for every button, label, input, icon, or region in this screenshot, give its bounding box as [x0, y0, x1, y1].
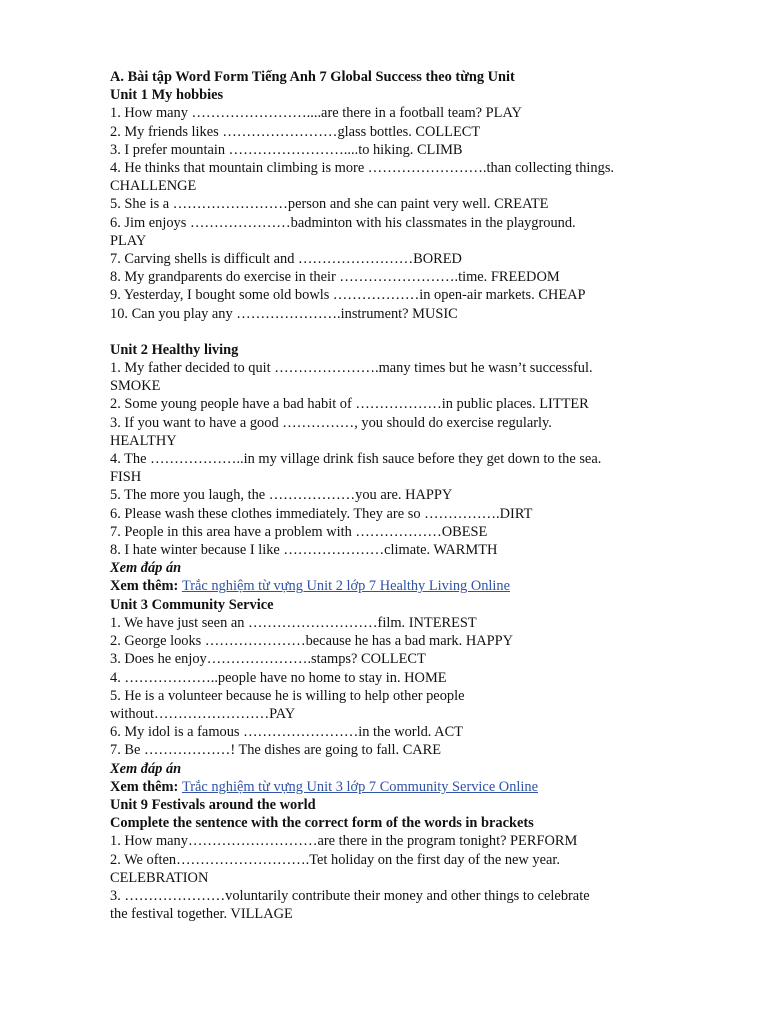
section-spacer	[110, 323, 710, 341]
exercise-line: 5. The more you laugh, the ………………you are. HAPPY	[110, 487, 453, 504]
exercise-line: 7. Carving shells is difficult and ……………………BORED	[110, 251, 462, 268]
exercise-line: 3. If you want to have a good ……………, you should do exercise regularly.	[110, 414, 552, 431]
exercise-line: 3. …………………voluntarily contribute their money and other things to celebrate	[110, 887, 590, 904]
exercise-line: PLAY	[110, 232, 147, 249]
unit2-answer-link[interactable]: Xem đáp án	[110, 560, 182, 577]
exercise-line: 2. Some young people have a bad habit of ………………in public places. LITTER	[110, 396, 589, 413]
unit2-see-more	[110, 577, 710, 595]
exercise-line: 5. She is a ……………………person and she can paint very well. CREATE	[110, 196, 549, 213]
unit2-title: Unit 2 Healthy living	[110, 341, 239, 358]
exercise-line: 1. My father decided to quit ………………….many times but he wasn’t successful.	[110, 360, 593, 377]
exercise-line: 3. I prefer mountain ……………………....to hiking. CLIMB	[110, 141, 463, 158]
exercise-line: 1. We have just seen an ………………………film. INTEREST	[110, 614, 477, 631]
exercise-line: the festival together. VILLAGE	[110, 906, 293, 923]
exercise-line: CELEBRATION	[110, 869, 209, 886]
unit9-exercise-list	[110, 832, 710, 923]
unit3-title: Unit 3 Community Service	[110, 596, 274, 613]
exercise-line: 4. He thinks that mountain climbing is more …………………….than collecting things.	[110, 160, 615, 177]
exercise-line: 6. Jim enjoys …………………badminton with his classmates in the playground.	[110, 214, 576, 231]
exercise-line: 2. We often……………………….Tet holiday on the first day of the new year.	[110, 851, 560, 868]
unit2-see-more-link[interactable]: Trắc nghiệm từ vựng Unit 2 lớp 7 Healthy Living Online	[181, 578, 510, 595]
exercise-line: 1. How many………………………are there in the program tonight? PERFORM	[110, 833, 578, 850]
exercise-line: 10. Can you play any ………………….instrument? MUSIC	[110, 305, 458, 322]
see-more-label: Xem thêm:	[110, 578, 179, 595]
unit2-exercise-list	[110, 359, 710, 559]
exercise-line: HEALTHY	[110, 432, 177, 449]
exercise-line: 7. Be ………………! The dishes are going to fall. CARE	[110, 742, 442, 759]
exercise-line: 8. My grandparents do exercise in their …………………….time. FREEDOM	[110, 269, 560, 286]
exercise-line: 1. How many ……………………....are there in a football team? PLAY	[110, 105, 522, 122]
document-heading: A. Bài tập Word Form Tiếng Anh 7 Global Success theo từng Unit	[110, 69, 515, 85]
exercise-line: without……………………PAY	[110, 705, 296, 722]
exercise-line: SMOKE	[110, 378, 161, 395]
exercise-line: 2. My friends likes ……………………glass bottles. COLLECT	[110, 123, 481, 140]
exercise-line: 4. The ………………..in my village drink fish sauce before they get down to the sea.	[110, 451, 602, 468]
exercise-line: 9. Yesterday, I bought some old bowls ………………in open-air markets. CHEAP	[110, 287, 586, 304]
exercise-line: 6. My idol is a famous ……………………in the world. ACT	[110, 724, 463, 741]
unit3-see-more-link[interactable]: Trắc nghiệm từ vựng Unit 3 lớp 7 Community Service Online	[181, 778, 538, 795]
exercise-line: FISH	[110, 469, 142, 486]
exercise-line: CHALLENGE	[110, 178, 197, 195]
unit3-answer-link[interactable]: Xem đáp án	[110, 760, 182, 777]
exercise-line: 8. I hate winter because I like …………………climate. WARMTH	[110, 542, 498, 559]
exercise-line: 5. He is a volunteer because he is willing to help other people	[110, 687, 465, 704]
unit3-see-more	[110, 778, 710, 796]
exercise-line: 6. Please wash these clothes immediately. They are so …………….DIRT	[110, 505, 533, 522]
unit1-title: Unit 1 My hobbies	[110, 87, 224, 104]
exercise-line: 4. ………………..people have no home to stay in. HOME	[110, 669, 447, 686]
see-more-label: Xem thêm:	[110, 778, 179, 795]
exercise-line: 3. Does he enjoy………………….stamps? COLLECT	[110, 651, 426, 668]
unit9-instruction: Complete the sentence with the correct form of the words in brackets	[110, 815, 534, 832]
unit1-exercise-list	[110, 104, 710, 322]
exercise-line: 2. George looks …………………because he has a bad mark. HAPPY	[110, 633, 514, 650]
unit9-title: Unit 9 Festivals around the world	[110, 796, 316, 813]
exercise-line: 7. People in this area have a problem with ………………OBESE	[110, 523, 488, 540]
document-page	[110, 68, 710, 923]
unit3-exercise-list	[110, 614, 710, 760]
